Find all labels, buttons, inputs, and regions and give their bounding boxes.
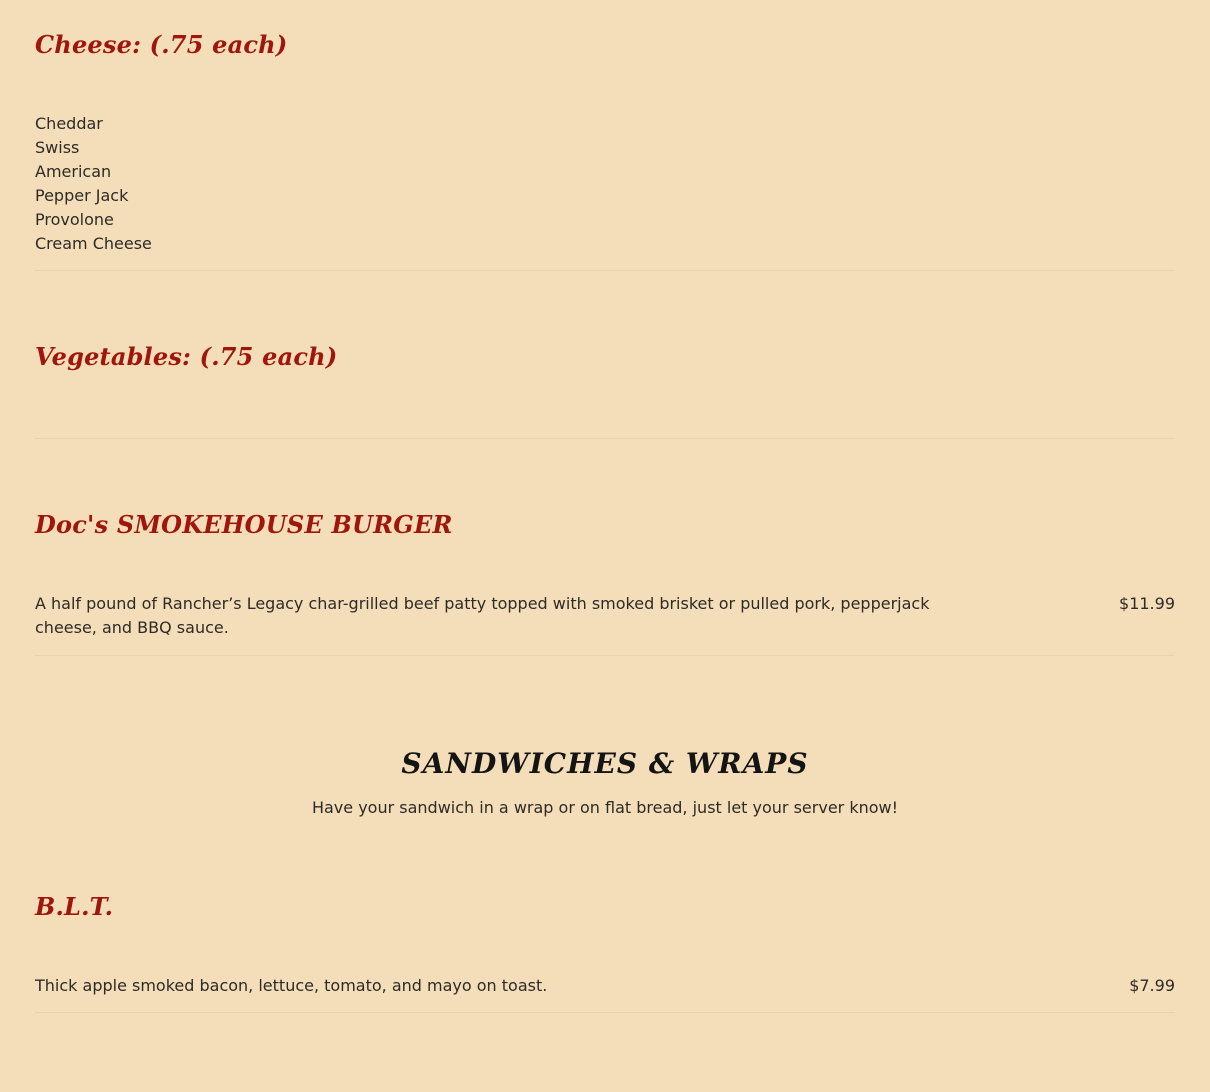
cheese-option-provolone: Provolone [35,210,114,229]
section-divider [35,438,1175,439]
section-divider [35,655,1175,656]
cheese-option-swiss: Swiss [35,138,80,157]
blt-price: $7.99 [1129,976,1175,995]
section-divider [35,270,1175,271]
burger-description: A half pound of Rancher’s Legacy char-grilled beef patty topped with smoked brisket or pulled pork, pepperjack cheese, and BBQ sauce. [35,594,930,637]
cheese-option-cheddar: Cheddar [35,114,103,133]
burger-price: $11.99 [1119,594,1175,613]
cheese-option-american: American [35,162,112,181]
section-divider [35,1012,1175,1013]
cheese-option-pepper-jack: Pepper Jack [35,186,129,205]
cheese-section-title: Cheese: (.75 each) [35,30,288,59]
blt-description: Thick apple smoked bacon, lettuce, tomato, and mayo on toast. [35,976,548,995]
sandwiches-wraps-note: Have your sandwich in a wrap or on flat bread, just let your server know! [311,798,899,817]
vegetables-section-title: Vegetables: (.75 each) [35,342,338,371]
cheese-option-cream-cheese: Cream Cheese [35,234,152,253]
sandwiches-wraps-category-title: SANDWICHES & WRAPS [401,747,809,780]
cheese-options-list [35,112,152,256]
menu-page [35,0,1175,1089]
blt-item-title: B.L.T. [35,892,114,921]
burger-item-title: Doc's SMOKEHOUSE BURGER [35,510,453,539]
clipped-next-item-title [35,1080,365,1092]
